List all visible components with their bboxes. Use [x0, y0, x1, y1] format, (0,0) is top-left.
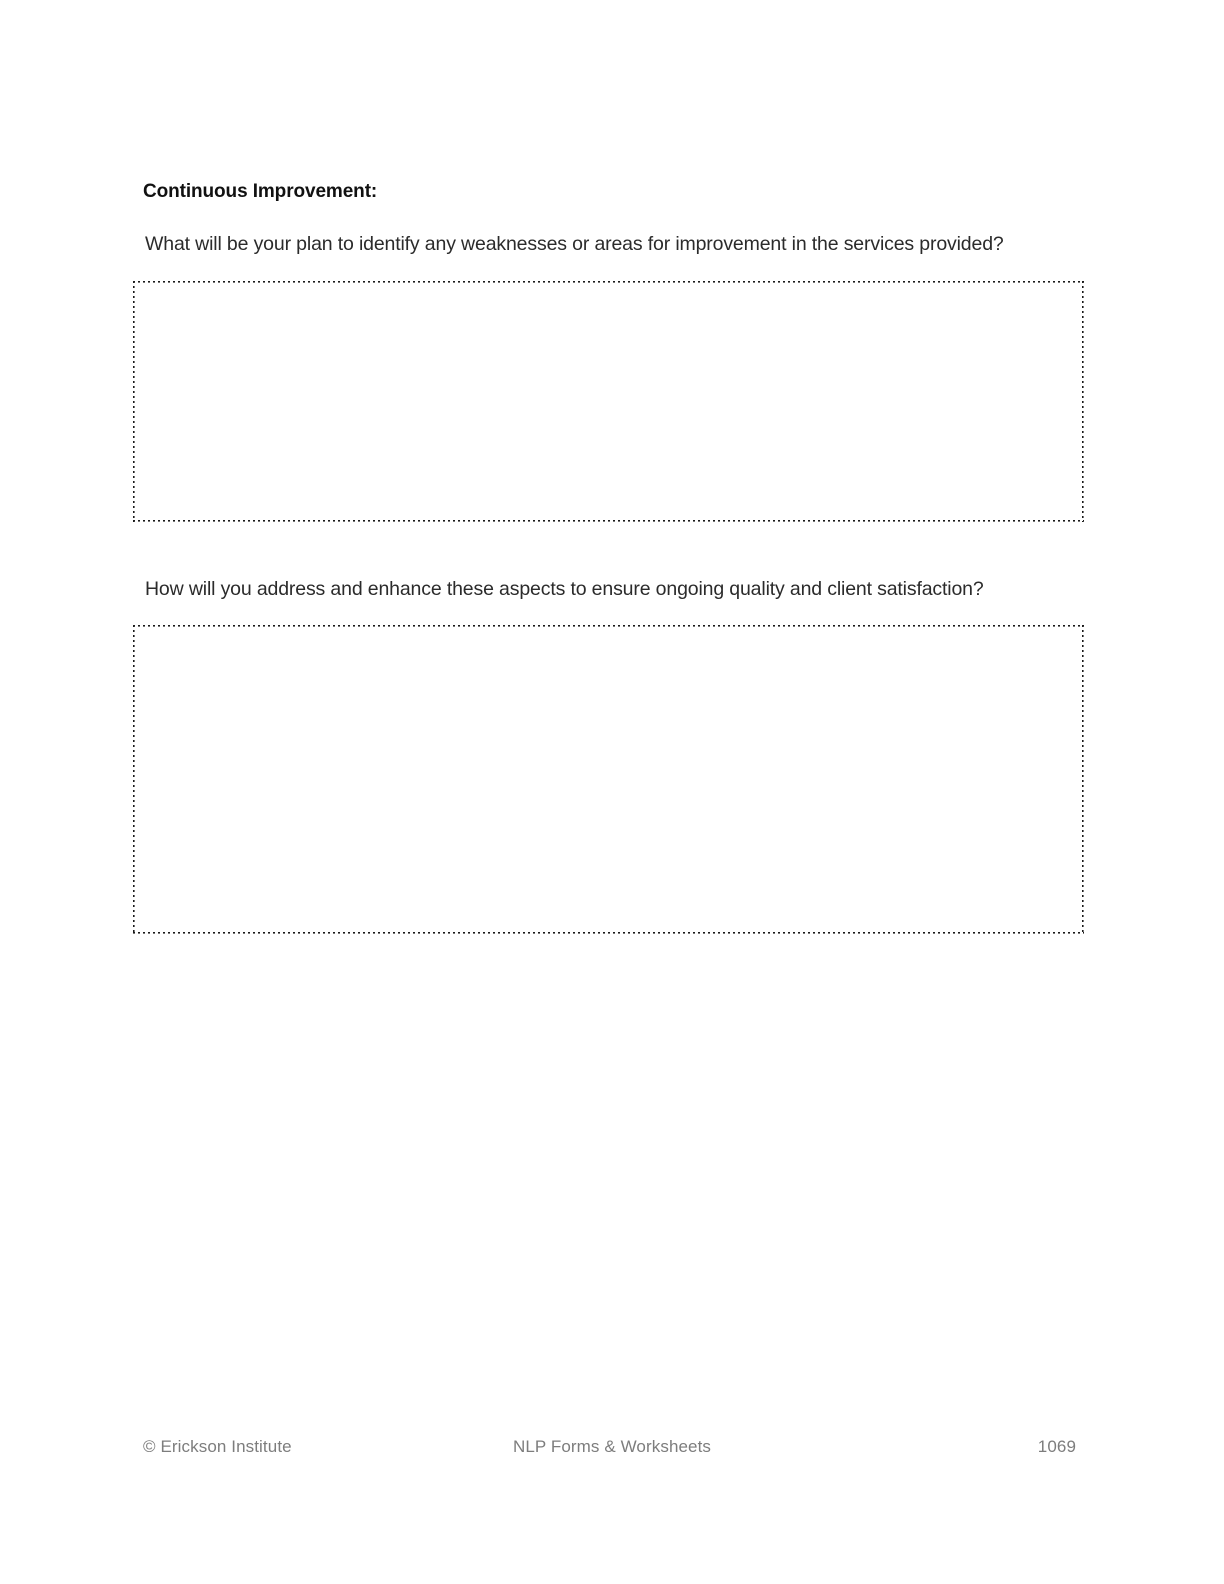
- footer-page-number: 1069: [1037, 1437, 1076, 1456]
- footer-title: NLP Forms & Worksheets: [512, 1437, 712, 1456]
- answer-field-1[interactable]: [133, 281, 1084, 522]
- question-label-1: What will be your plan to identify any weaknesses or areas for improvement in the services provided?: [145, 233, 1004, 255]
- answer-field-2[interactable]: [133, 625, 1084, 934]
- question-label-2: How will you address and enhance these aspects to ensure ongoing quality and client satisfaction?: [145, 578, 984, 600]
- footer-copyright: © Erickson Institute: [143, 1437, 292, 1456]
- page-footer: [133, 1437, 1091, 1461]
- page-title: Continuous Improvement:: [143, 181, 378, 202]
